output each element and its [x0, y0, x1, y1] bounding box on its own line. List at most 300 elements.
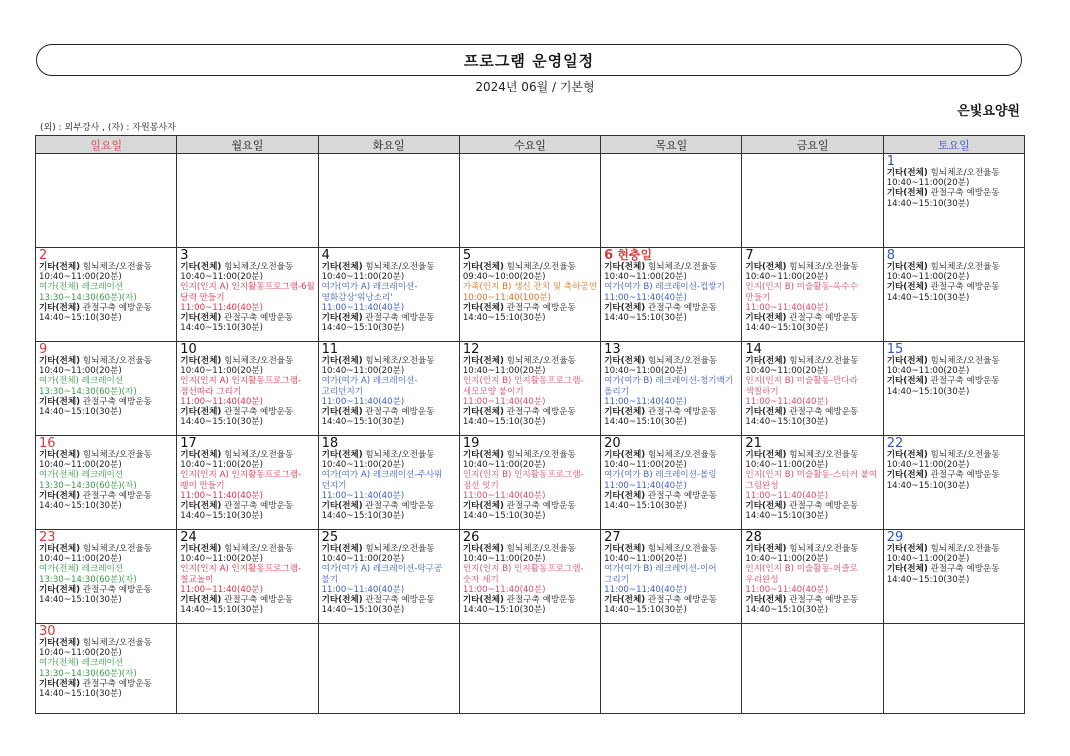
schedule-line — [604, 554, 739, 564]
program-detail: 여가(여가 A) 레크레이션-고리던지기 — [321, 376, 418, 397]
schedule-line — [604, 376, 739, 396]
program-category: 기타(전체) — [462, 450, 504, 460]
program-detail: 힘뇌체조/오전율동 — [786, 262, 859, 272]
program-detail: 10:40~11:00(20분) — [604, 366, 687, 377]
program-category: 기타(전체) — [604, 544, 646, 554]
schedule-line — [463, 397, 598, 407]
schedule-line — [887, 544, 1022, 554]
schedule-line — [39, 282, 174, 292]
program-detail: 11:00~11:40(40분) — [462, 584, 546, 595]
program-detail: 11:00~11:40(40분) — [745, 396, 829, 407]
schedule-line — [39, 638, 174, 648]
program-category: 기타(전체) — [886, 262, 928, 272]
schedule-line — [745, 366, 880, 376]
program-category: 기타(전체) — [180, 262, 222, 272]
program-detail: 11:00~11:40(40분) — [180, 490, 263, 501]
schedule-line — [322, 313, 457, 323]
program-category: 기타(전체) — [39, 450, 81, 460]
day-cell — [742, 248, 883, 342]
schedule-line — [322, 376, 457, 396]
schedule-line — [604, 356, 739, 366]
day-number: 3 — [180, 248, 189, 263]
day-cell — [883, 154, 1024, 248]
schedule-line — [463, 595, 598, 605]
schedule-line — [463, 313, 598, 323]
day-number: 15 — [886, 342, 904, 357]
program-category: 기타(전체) — [321, 450, 363, 460]
program-detail: 11:00~11:40(40분) — [321, 490, 405, 501]
program-category: 기타(전체) — [886, 470, 928, 481]
program-category: 기타(전체) — [604, 490, 646, 501]
weekday-monday: 월요일 — [177, 136, 318, 154]
program-detail: 14:40~15:10(30분) — [180, 417, 263, 428]
program-detail: 관절구축 예방운동 — [221, 501, 294, 512]
program-detail: 10:40~11:00(20분) — [886, 460, 970, 471]
schedule-line — [39, 356, 174, 366]
program-detail: 관절구축 예방운동 — [645, 302, 718, 313]
day-cell — [177, 342, 318, 436]
schedule-line — [745, 356, 880, 366]
program-category: 기타(전체) — [180, 356, 222, 366]
program-detail: 힘뇌체조/오전율동 — [221, 544, 294, 554]
program-detail: 11:00~11:40(40분) — [321, 396, 405, 407]
program-category: 기타(전체) — [886, 282, 928, 293]
program-detail: 여가(여가 A) 레크레이션-영화감상'워낭소리' — [321, 282, 418, 303]
schedule-line — [887, 262, 1022, 272]
program-detail: 힘뇌체조/오전율동 — [362, 544, 435, 554]
schedule-line — [604, 293, 739, 303]
day-number-row — [322, 437, 457, 450]
program-detail: 13:30~14:30(60분)(자) — [39, 292, 137, 303]
schedule-line — [322, 501, 457, 511]
program-detail: 인지(인지 A) 인지활동프로그램-팽이 만들기 — [180, 470, 302, 491]
program-category: 기타(전체) — [745, 501, 787, 512]
day-number-row — [180, 343, 315, 356]
schedule-line — [180, 323, 315, 333]
program-detail: 10:40~11:00(20분) — [604, 460, 687, 471]
program-detail: 힘뇌체조/오전율동 — [362, 262, 435, 272]
schedule-line — [463, 501, 598, 511]
schedule-line — [180, 501, 315, 511]
program-category: 기타(전체) — [180, 313, 222, 324]
page-title: 프로그램 운영일정 — [36, 44, 1022, 76]
program-detail: 10:40~11:00(20분) — [321, 366, 405, 377]
program-detail: 13:30~14:30(60분)(자) — [39, 386, 137, 397]
program-detail: 14:40~15:10(30분) — [604, 605, 687, 616]
week-row — [36, 154, 1025, 248]
program-detail: 11:00~11:40(40분) — [745, 302, 829, 313]
schedule-line — [180, 272, 315, 282]
schedule-line — [887, 387, 1022, 397]
schedule-line — [604, 272, 739, 282]
schedule-line — [180, 595, 315, 605]
program-category: 기타(전체) — [604, 595, 646, 606]
program-category: 기타(전체) — [886, 544, 928, 554]
schedule-line — [887, 575, 1022, 585]
day-number-row — [604, 249, 739, 262]
program-category: 기타(전체) — [39, 584, 81, 595]
program-detail: 여가(여가 A) 레크레이션-주사위 던지기 — [321, 470, 443, 491]
day-number: 8 — [886, 248, 895, 263]
program-detail: 관절구축 예방운동 — [503, 501, 576, 512]
program-detail: 인지(인지 B) 미술활동-옥수수 만들기 — [745, 282, 858, 303]
day-number: 26 — [462, 530, 480, 545]
schedule-line — [604, 450, 739, 460]
day-cell — [601, 624, 742, 714]
schedule-line — [887, 282, 1022, 292]
schedule-line — [463, 605, 598, 615]
day-number-row — [39, 625, 174, 638]
day-number: 10 — [180, 342, 197, 357]
schedule-line — [39, 585, 174, 595]
schedule-line — [604, 595, 739, 605]
program-detail: 10:00~11:40(100분) — [462, 292, 551, 303]
program-detail: 10:40~11:00(20분) — [462, 554, 546, 565]
day-cell — [883, 624, 1024, 714]
program-detail: 여가(여가 B) 레크레이션-컵쌓기 — [604, 282, 725, 293]
program-category: 기타(전체) — [886, 450, 928, 460]
program-detail: 여가(전체) 레크레이션 — [39, 470, 124, 481]
program-detail: 14:40~15:10(30분) — [180, 605, 263, 616]
program-detail: 관절구축 예방운동 — [927, 470, 1000, 481]
schedule-line — [39, 544, 174, 554]
program-detail: 14:40~15:10(30분) — [39, 689, 122, 700]
schedule-line — [887, 272, 1022, 282]
day-cell — [742, 624, 883, 714]
schedule-line — [322, 450, 457, 460]
program-detail: 관절구축 예방운동 — [503, 302, 576, 313]
program-detail: 관절구축 예방운동 — [221, 407, 294, 418]
schedule-line — [39, 450, 174, 460]
schedule-line — [745, 417, 880, 427]
schedule-line — [39, 491, 174, 501]
day-number: 5 — [462, 248, 472, 263]
program-category: 기타(전체) — [321, 262, 363, 272]
day-number: 25 — [321, 530, 339, 545]
day-cell — [883, 436, 1024, 530]
day-number: 14 — [745, 342, 762, 357]
program-detail: 10:40~11:00(20분) — [39, 648, 122, 659]
program-detail: 여가(전체) 레크레이션 — [39, 658, 124, 669]
schedule-line — [604, 366, 739, 376]
day-cell — [177, 624, 318, 714]
day-number: 16 — [39, 436, 56, 451]
day-cell — [742, 436, 883, 530]
program-detail: 10:40~11:00(20분) — [180, 272, 263, 283]
schedule-line — [180, 313, 315, 323]
day-number: 21 — [745, 436, 762, 451]
day-number-row — [39, 437, 174, 450]
schedule-line — [463, 491, 598, 501]
calendar-body — [36, 154, 1025, 714]
program-detail: 인지(인지 B) 미술활동-스티커 붙여 그림완성 — [745, 470, 878, 491]
schedule-line — [463, 554, 598, 564]
schedule-line — [604, 564, 739, 584]
program-detail: 힘뇌체조/오전율동 — [786, 356, 859, 366]
schedule-line — [463, 460, 598, 470]
day-number-row — [887, 155, 1022, 168]
schedule-line — [39, 460, 174, 470]
program-detail: 힘뇌체조/오전율동 — [927, 168, 1000, 178]
day-cell — [318, 154, 459, 248]
program-detail: 10:40~11:00(20분) — [886, 554, 970, 565]
program-detail: 힘뇌체조/오전율동 — [786, 544, 859, 554]
weekday-tuesday: 화요일 — [318, 136, 459, 154]
schedule-line — [745, 397, 880, 407]
schedule-line — [745, 272, 880, 282]
program-detail: 14:40~15:10(30분) — [39, 313, 122, 324]
day-cell — [36, 436, 177, 530]
program-detail: 힘뇌체조/오전율동 — [80, 356, 153, 366]
day-cell — [459, 342, 600, 436]
program-detail: 여가(여가 B) 레크레이션-청기백기 올리기 — [604, 376, 734, 397]
program-detail: 힘뇌체조/오전율동 — [503, 544, 576, 554]
program-category: 기타(전체) — [180, 501, 222, 512]
program-detail: 14:40~15:10(30분) — [604, 417, 687, 428]
program-category: 기타(전체) — [886, 168, 928, 178]
schedule-line — [39, 658, 174, 668]
schedule-line — [180, 407, 315, 417]
day-number-row — [463, 531, 598, 544]
schedule-line — [745, 303, 880, 313]
program-detail: 10:40~11:00(20분) — [180, 366, 263, 377]
schedule-line — [604, 407, 739, 417]
program-detail: 14:40~15:10(30분) — [462, 313, 546, 324]
schedule-line — [322, 605, 457, 615]
day-number-row — [887, 437, 1022, 450]
program-category: 기타(전체) — [604, 407, 646, 418]
schedule-line — [322, 397, 457, 407]
week-row — [36, 248, 1025, 342]
schedule-line — [39, 407, 174, 417]
schedule-line — [745, 376, 880, 396]
program-detail: 힘뇌체조/오전율동 — [503, 450, 576, 460]
day-cell — [318, 530, 459, 624]
day-number: 18 — [321, 436, 339, 451]
program-detail: 힘뇌체조/오전율동 — [927, 356, 1000, 366]
schedule-line — [39, 481, 174, 491]
program-detail: 14:40~15:10(30분) — [39, 501, 122, 512]
day-number: 6 — [604, 248, 614, 263]
schedule-line — [887, 376, 1022, 386]
program-detail: 14:40~15:10(30분) — [604, 313, 687, 324]
schedule-line — [180, 417, 315, 427]
program-detail: 11:00~11:40(40분) — [321, 584, 405, 595]
program-detail: 14:40~15:10(30분) — [604, 501, 687, 512]
program-category: 기타(전체) — [745, 450, 787, 460]
program-detail: 10:40~11:00(20분) — [745, 460, 829, 471]
weekday-saturday: 토요일 — [883, 136, 1024, 154]
program-category: 기타(전체) — [462, 595, 504, 606]
schedule-line — [887, 554, 1022, 564]
program-category: 기타(전체) — [604, 262, 646, 272]
day-cell — [459, 436, 600, 530]
schedule-line — [604, 262, 739, 272]
program-category: 기타(전체) — [462, 356, 504, 366]
day-number-row — [322, 343, 457, 356]
day-cell — [601, 436, 742, 530]
schedule-line — [180, 366, 315, 376]
schedule-line — [745, 470, 880, 490]
day-cell — [601, 154, 742, 248]
program-detail: 여가(전체) 레크레이션 — [39, 376, 124, 387]
program-detail: 11:00~11:40(40분) — [604, 480, 687, 491]
weekday-wednesday: 수요일 — [459, 136, 600, 154]
program-detail: 11:00~11:40(40분) — [180, 396, 263, 407]
program-detail: 힘뇌체조/오전율동 — [80, 638, 153, 648]
schedule-line — [180, 450, 315, 460]
program-category: 기타(전체) — [39, 302, 81, 313]
program-category: 기타(전체) — [321, 356, 363, 366]
day-number: 12 — [462, 342, 480, 357]
program-detail: 10:40~11:00(20분) — [604, 272, 687, 283]
schedule-line — [463, 293, 598, 303]
program-category: 기타(전체) — [886, 376, 928, 387]
program-detail: 관절구축 예방운동 — [80, 678, 152, 689]
program-detail: 14:40~15:10(30분) — [321, 417, 405, 428]
program-detail: 14:40~15:10(30분) — [180, 511, 263, 522]
program-category: 기타(전체) — [180, 544, 222, 554]
schedule-line — [887, 470, 1022, 480]
program-detail: 인지(인지 A) 인지활동프로그램-칠교놀이 — [180, 564, 302, 585]
day-number-row — [180, 437, 315, 450]
schedule-line — [604, 313, 739, 323]
program-detail: 여가(여가 B) 레크레이션-이어 그리기 — [604, 564, 717, 585]
program-detail: 관절구축 예방운동 — [362, 595, 435, 606]
day-number: 1 — [886, 154, 895, 169]
schedule-line — [745, 262, 880, 272]
day-cell — [742, 342, 883, 436]
weekday-thursday: 목요일 — [601, 136, 742, 154]
schedule-line — [39, 470, 174, 480]
day-cell — [742, 154, 883, 248]
day-cell — [177, 436, 318, 530]
program-category: 기타(전체) — [462, 407, 504, 418]
program-category: 기타(전체) — [745, 356, 787, 366]
program-detail: 11:00~11:40(40분) — [321, 302, 405, 313]
program-detail: 14:40~15:10(30분) — [321, 605, 405, 616]
program-category: 기타(전체) — [745, 407, 787, 418]
program-detail: 14:40~15:10(30분) — [180, 323, 263, 334]
schedule-line — [322, 417, 457, 427]
program-detail: 관절구축 예방운동 — [503, 595, 576, 606]
program-detail: 관절구축 예방운동 — [221, 595, 294, 606]
schedule-line — [887, 460, 1022, 470]
program-category: 기타(전체) — [886, 188, 928, 199]
day-number-row — [180, 249, 315, 262]
weekday-friday: 금요일 — [742, 136, 883, 154]
program-detail: 힘뇌체조/오전율동 — [503, 356, 576, 366]
program-category: 기타(전체) — [745, 262, 787, 272]
program-category: 기타(전체) — [39, 262, 81, 272]
program-detail: 인지(인지 A) 인지활동프로그램-6월 달력 만들기 — [180, 282, 315, 303]
schedule-line — [322, 407, 457, 417]
schedule-line — [604, 470, 739, 480]
program-detail: 관절구축 예방운동 — [927, 188, 1000, 199]
program-detail: 관절구축 예방운동 — [80, 396, 152, 407]
program-detail: 10:40~11:00(20분) — [462, 460, 546, 471]
program-category: 기타(전체) — [321, 595, 363, 606]
schedule-line — [322, 554, 457, 564]
schedule-line — [322, 595, 457, 605]
program-detail: 11:00~11:40(40분) — [604, 292, 687, 303]
weekday-sunday: 일요일 — [36, 136, 177, 154]
day-number: 2 — [39, 248, 48, 263]
program-detail: 14:40~15:10(30분) — [462, 605, 546, 616]
program-detail: 관절구축 예방운동 — [645, 490, 718, 501]
schedule-line — [887, 178, 1022, 188]
schedule-line — [322, 272, 457, 282]
schedule-line — [180, 262, 315, 272]
day-cell — [177, 248, 318, 342]
schedule-line — [180, 282, 315, 302]
program-detail: 14:40~15:10(30분) — [745, 323, 829, 334]
day-number-row — [745, 531, 880, 544]
day-cell — [177, 530, 318, 624]
program-detail: 관절구축 예방운동 — [786, 595, 859, 606]
day-cell — [601, 248, 742, 342]
day-number-row — [887, 531, 1022, 544]
program-detail: 10:40~11:00(20분) — [886, 178, 970, 189]
schedule-line — [322, 282, 457, 302]
program-detail: 관절구축 예방운동 — [362, 407, 435, 418]
program-detail: 10:40~11:00(20분) — [886, 366, 970, 377]
day-cell — [883, 342, 1024, 436]
page-subtitle: 2024년 06월 / 기본형 — [475, 80, 595, 94]
program-detail: 인지(인지 B) 미술활동-퍼즐로 우리완성 — [745, 564, 858, 585]
schedule-line — [180, 564, 315, 584]
program-detail: 관절구축 예방운동 — [927, 376, 1000, 387]
program-detail: 가족(인지 B) 생신 잔치 및 축하공연 — [462, 282, 598, 293]
schedule-line — [745, 313, 880, 323]
day-cell — [742, 530, 883, 624]
day-number: 27 — [604, 530, 621, 545]
schedule-line — [39, 272, 174, 282]
day-number: 13 — [604, 342, 621, 357]
program-detail: 14:40~15:10(30분) — [886, 480, 970, 491]
program-detail: 10:40~11:00(20분) — [39, 460, 122, 471]
program-detail: 14:40~15:10(30분) — [745, 511, 829, 522]
day-number-row — [180, 531, 315, 544]
day-cell — [601, 342, 742, 436]
program-detail: 14:40~15:10(30분) — [39, 407, 122, 418]
schedule-line — [39, 648, 174, 658]
schedule-line — [604, 585, 739, 595]
schedule-line — [39, 575, 174, 585]
day-number-row — [39, 249, 174, 262]
program-detail: 13:30~14:30(60분)(자) — [39, 480, 137, 491]
day-number-row — [604, 531, 739, 544]
program-detail: 관절구축 예방운동 — [786, 501, 859, 512]
day-number: 11 — [321, 342, 339, 357]
program-category: 기타(전체) — [39, 638, 81, 648]
program-detail: 여가(여가 A) 레크레이션-탁구공 불기 — [321, 564, 443, 585]
schedule-line — [180, 356, 315, 366]
schedule-line — [322, 544, 457, 554]
day-number: 23 — [39, 530, 56, 545]
program-detail: 힘뇌체조/오전율동 — [362, 450, 435, 460]
program-detail: 11:00~11:40(40분) — [180, 584, 263, 595]
program-detail: 14:40~15:10(30분) — [745, 417, 829, 428]
week-row — [36, 530, 1025, 624]
schedule-line — [463, 544, 598, 554]
program-detail: 관절구축 예방운동 — [503, 407, 576, 418]
schedule-line — [604, 605, 739, 615]
program-detail: 힘뇌체조/오전율동 — [927, 262, 1000, 272]
program-detail: 10:40~11:00(20분) — [39, 366, 122, 377]
program-detail: 관절구축 예방운동 — [645, 407, 718, 418]
day-number: 22 — [886, 436, 904, 451]
